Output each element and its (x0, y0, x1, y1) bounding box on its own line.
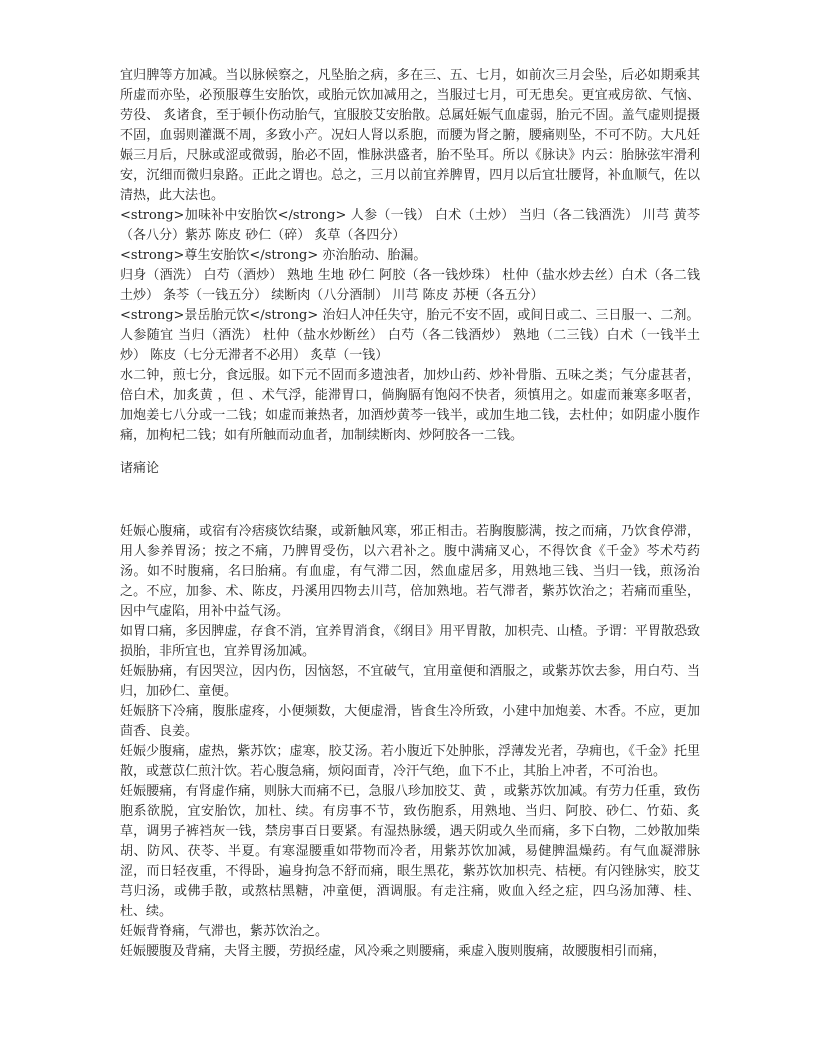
paragraph: 妊娠心腹痛，或宿有冷痞痰饮结聚，或新触风寒，邪正相击。若胸腹膨满，按之而痛，乃饮食停滞，用人参养胃汤；按之不痛，乃脾胃受伤，以六君补之。腹中满痛叉心，不得饮食《千金》芩术芍药汤。如不时腹痛，名曰胎痛。有血虚，有气滞二因，然血虚居多，用熟地三钱、当归一钱，煎汤治之。不应，加参、术、陈皮，丹溪用四物去川芎，倍加熟地。若气滞者，紫苏饮治之；若痛而重坠，因中气虚陷，用补中益气汤。 (120, 524, 700, 619)
formula-title-zunsheng: <strong>尊生安胎饮</strong> 亦治胎动、胎漏。 (120, 248, 427, 263)
paragraph: 妊娠背脊痛，气滞也，紫苏饮治之。 (120, 924, 329, 939)
paragraph: 如胃口痛，多因脾虚，存食不消，宜养胃消食，《纲目》用平胃散，加枳壳、山楂。予谓：平胃散恐致损胎，非所宜也，宜养胃汤加减。 (120, 624, 700, 659)
formula-ingredients: 人参随宜 当归（酒洗） 杜仲（盐水炒断丝） 白芍（各二钱酒炒） 熟地（二三钱）白术（一钱半土炒） 陈皮（七分无滞者不必用） 炙草（一钱） (120, 328, 700, 363)
formula-title-taiyuan: <strong>景岳胎元饮</strong> 治妇人冲任失守，胎元不安不固，或间日或二、三日服一、二剂。 (120, 308, 700, 323)
section-heading: 诸痛论 (120, 461, 160, 476)
paragraph: 妊娠脐下冷痛，腹胀虚疼，小便频数，大便虚滑，皆食生冷所致，小建中加炮姜、木香。不应，更加茴香、良姜。 (120, 704, 700, 739)
formula-ingredients: 归身（酒洗） 白芍（酒炒） 熟地 生地 砂仁 阿胶（各一钱炒珠） 杜仲（盐水炒去丝）白术（各二钱土炒） 条芩（一钱五分） 续断肉（八分酒制） 川芎 陈皮 苏梗（各五分） (120, 268, 700, 303)
document-page (120, 66, 700, 962)
paragraph: 妊娠腰腹及背痛，夫肾主腰，劳损经虚，风冷乘之则腰痛，乘虚入腹则腹痛，故腰腹相引而痛， (120, 944, 667, 959)
paragraph: 妊娠腰痛，有肾虚作痛，则脉大而痛不已，急服八珍加胶艾、黄 ，或紫苏饮加减。有劳力任重，致伤胞系欲脱，宜安胎饮，加杜、续。有房事不节，致伤胞系，用熟地、当归、阿胶、砂仁、竹茹、炙草，调男子裤裆灰一钱，禁房事百日要紧。有湿热脉缓，遇天阴或久坐而痛，多下白物，二妙散加柴胡、防风、茯苓、半夏。有寒湿腰重如带物而冷者，用紫苏饮加减，易健脾温燥药。有气血凝滞脉涩，而日轻夜重，不得卧，遍身拘急不舒而痛，眼生黑花，紫苏饮加枳壳、桔梗。有闪锉脉实，胶艾芎归汤，或佛手散，或熬枯黑糖，冲童便，酒调服。有走注痛，败血入经之症，四乌汤加薄、桂、杜、续。 (120, 784, 700, 919)
paragraph: 宜归脾等方加减。当以脉候察之，凡坠胎之病，多在三、五、七月，如前次三月会坠，后必如期乘其所虚而亦坠，必预服尊生安胎饮，或胎元饮加减用之，当服过七月，可无患矣。更宜戒房欲、气恼、劳役、 炙诸食，至于顿仆伤动胎气，宜服胶艾安胎散。总属妊娠气血虚弱，胎元不固。盖气虚则提摄不固，血弱则灌溉不周，多致小产。况妇人肾以系胞，而腰为肾之腑，腰痛则坠，不可不防。大凡妊娠三月后，尺脉或涩或微弱，胎必不固，惟脉洪盛者，胎不坠耳。所以《脉诀》内云：胎脉弦牢滑利安，沉细而微归泉路。正此之谓也。总之，三月以前宜养脾胃，四月以后宜壮腰肾，补血顺气，佐以清热，此大法也。 (120, 68, 700, 203)
formula-title-jiawei-buzhong: <strong>加味补中安胎饮</strong> 人参（一钱） 白术（土炒） 当归（各二钱酒洗） 川芎 黄芩（各八分）紫苏 陈皮 砂仁（碎） 炙草（各四分） (120, 208, 700, 243)
paragraph: 妊娠胁痛，有因哭泣，因内伤，因恼怒，不宜破气，宜用童便和酒服之，或紫苏饮去参，用白芍、当归，加砂仁、童便。 (120, 664, 700, 699)
section-fetal-loss (120, 66, 700, 446)
section-pains (120, 522, 700, 962)
paragraph: 妊娠少腹痛，虚热，紫苏饮；虚寒，胶艾汤。若小腹近下处肿胀，浮薄发光者，孕痈也，《千金》托里散，或薏苡仁煎汁饮。若心腹急痛，烦闷面青，冷汗气绝，血下不止，其胎上冲者，不可治也。 (120, 744, 700, 779)
paragraph: 水二钟，煎七分，食远服。如下元不固而多遗浊者，加炒山药、炒补骨脂、五味之类；气分虚甚者，倍白术，加炙黄 ，但 、术气浮，能滞胃口，倘胸膈有饱闷不快者，须慎用之。如虚而兼寒多呕者，加炮姜七八分或一二钱；如虚而兼热者，加酒炒黄芩一钱半，或加生地二钱，去杜仲；如阴虚小腹作痛，加枸杞二钱；如有所触而动血者，加制续断肉、炒阿胶各一二钱。 (120, 368, 700, 443)
